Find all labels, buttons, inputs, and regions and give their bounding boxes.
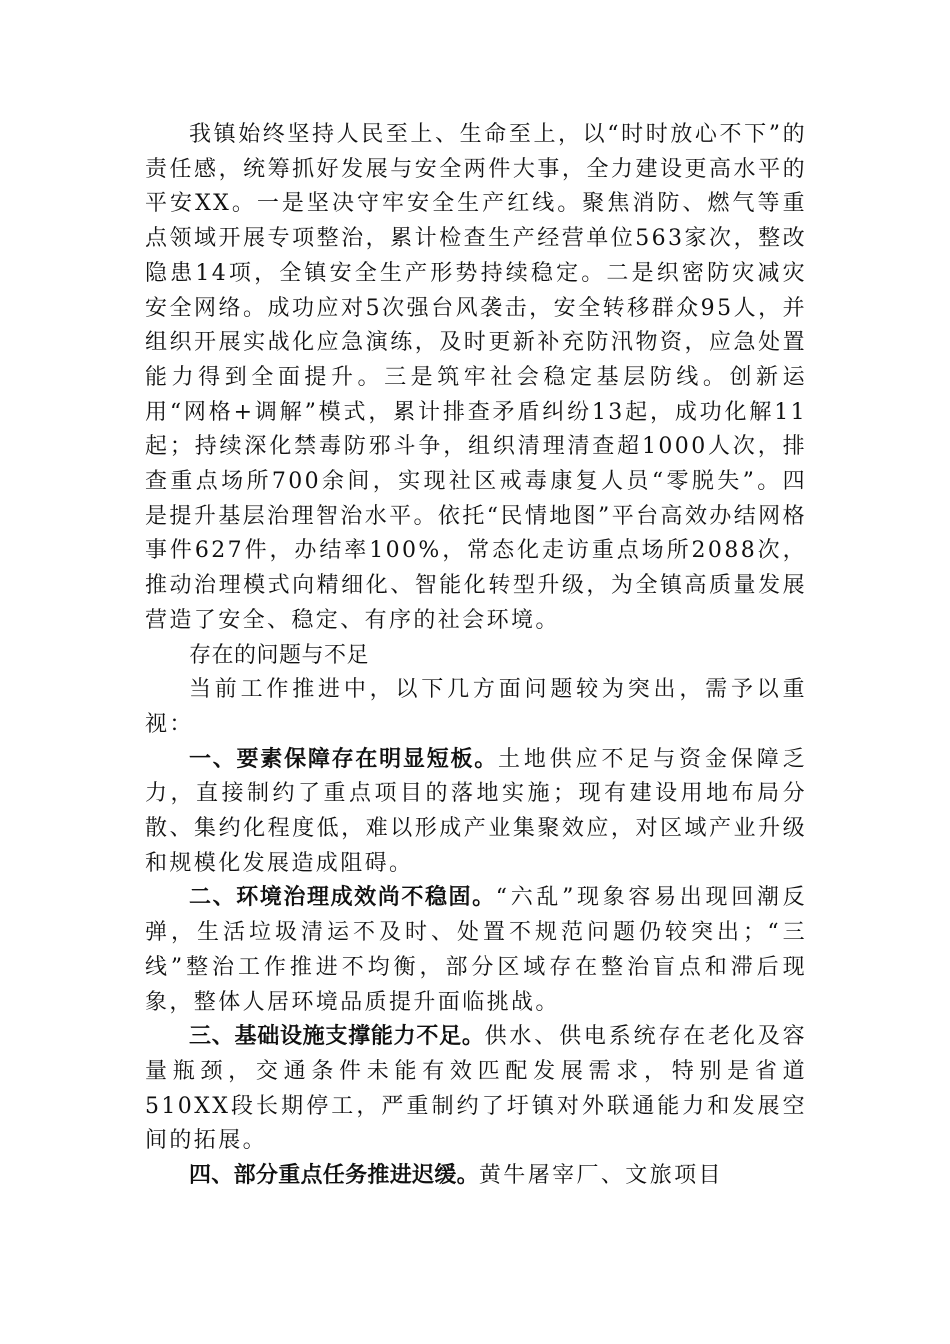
document-page — [145, 118, 807, 1194]
issue-body-3: 供水、供电系统存在老化及容量瓶颈，交通条件未能有效匹配发展需求，特别是省道510XX段长期停工，严重制约了圩镇对外联通能力和发展空间的拓展。 — [145, 1024, 808, 1154]
issue-paragraph-2 — [145, 881, 807, 1020]
section-heading: 存在的问题与不足 — [189, 642, 370, 668]
issue-paragraph-1 — [145, 743, 807, 882]
section-intro: 当前工作推进中，以下几方面问题较为突出，需予以重视： — [145, 677, 807, 737]
issue-body-4: 黄牛屠宰厂、文旅项目 — [478, 1163, 723, 1189]
intro-paragraph: 我镇始终坚持人民至上、生命至上，以“时时放心不下”的责任感，统筹抓好发展与安全两件大事，全力建设更高水平的平安XX。一是坚决守牢安全生产红线。聚焦消防、燃气等重点领域开展专项整治，累计检查生产经营单位563家次，整改隐患14项，全镇安全生产形势持续稳定。二是织密防灾减灾安全网络。成功应对5次强台风袭击，安全转移群众95人，并组织开展实战化应急演练，及时更新补充防汛物资，应急处置能力得到全面提升。三是筑牢社会稳定基层防线。创新运用“网格+调解”模式，累计排查矛盾纠纷13起，成功化解11起；持续深化禁毒防邪斗争，组织清理清查超1000人次，排查重点场所700余间，实现社区戒毒康复人员“零脱失”。四是提升基层治理智治水平。依托“民情地图”平台高效办结网格事件627件，办结率100%，常态化走访重点场所2088次，推动治理模式向精细化、智能化转型升级，为全镇高质量发展营造了安全、稳定、有序的社会环境。 — [145, 122, 807, 633]
issue-lead-3: 三、基础设施支撑能力不足。 — [189, 1024, 485, 1050]
issue-lead-2: 二、环境治理成效尚不稳固。 — [189, 885, 496, 911]
issue-paragraph-4 — [145, 1159, 807, 1194]
issue-body-2: “六乱”现象容易出现回潮反弹，生活垃圾清运不及时、处置不规范问题仍较突出；“三线”整治工作推进不均衡，部分区域存在整治盲点和滞后现象，整体人居环境品质提升面临挑战。 — [145, 885, 807, 1015]
issue-paragraph-3 — [145, 1020, 807, 1159]
issue-body-1: 土地供应不足与资金保障乏力，直接制约了重点项目的落地实施；现有建设用地布局分散、集约化程度低，难以形成产业集聚效应，对区域产业升级和规模化发展造成阻碍。 — [145, 746, 807, 876]
issue-lead-4: 四、部分重点任务推进迟缓。 — [189, 1163, 479, 1189]
issue-lead-1: 一、要素保障存在明显短板。 — [189, 746, 499, 772]
